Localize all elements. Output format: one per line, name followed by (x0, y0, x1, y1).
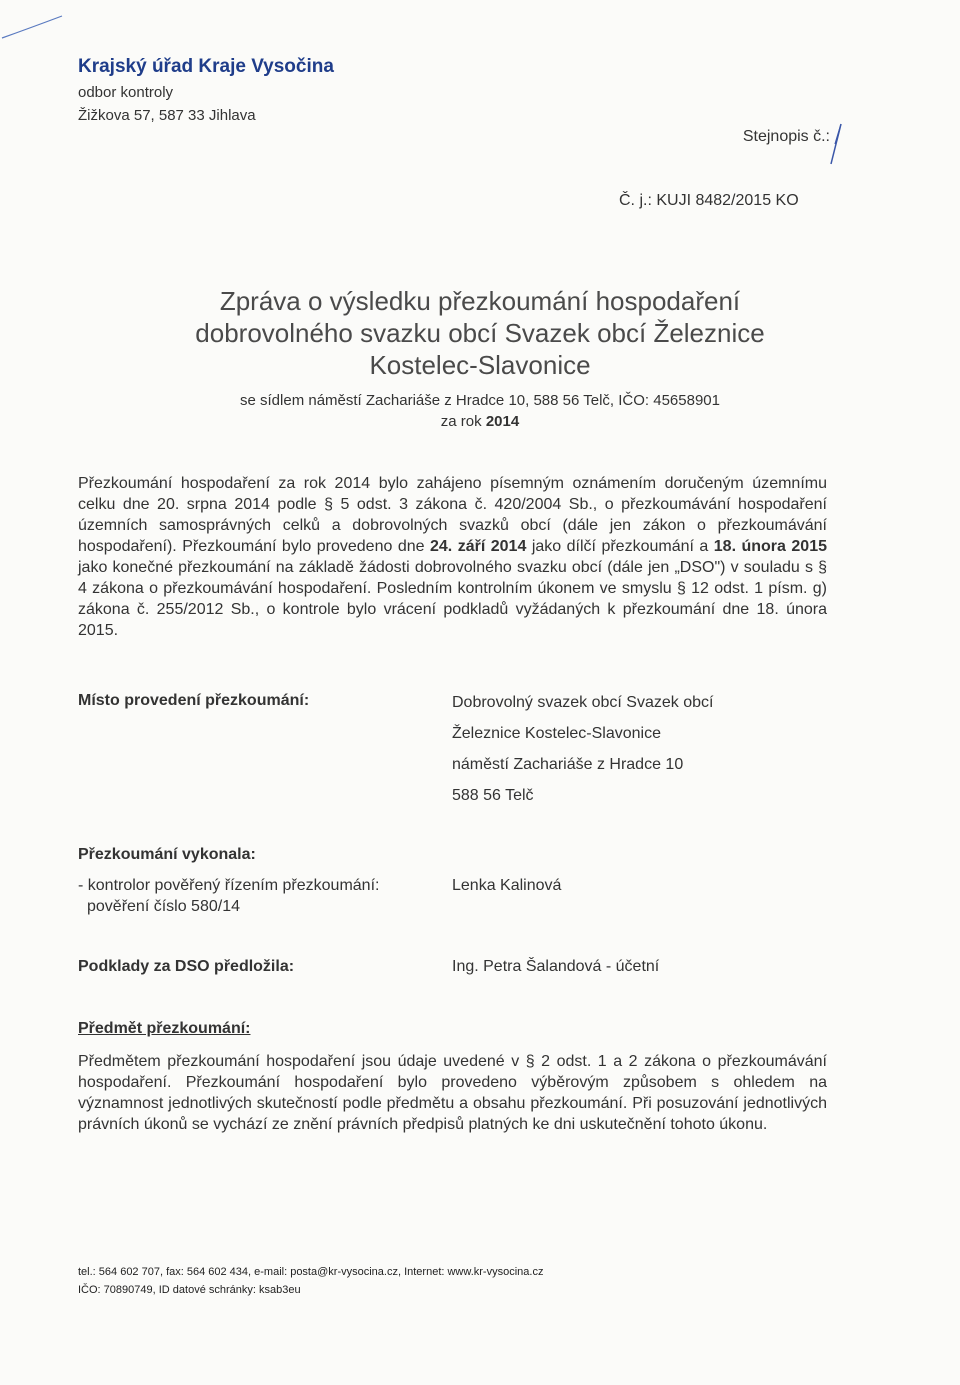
handwritten-copy-number (825, 120, 845, 170)
seat-line: se sídlem náměstí Zachariáše z Hradce 10, 588 56 Telč, IČO: 45658901 (240, 392, 720, 409)
letterhead (78, 56, 334, 130)
documents-label: Podklady za DSO předložila: (78, 958, 295, 975)
intro-text-2: jako dílčí přezkoumání a (531, 538, 709, 555)
footer-line-2: IČO: 70890749, ID datové schránky: ksab3eu (78, 1284, 301, 1296)
intro-date-2: 18. února 2015 (713, 538, 827, 555)
place-value (452, 692, 713, 816)
org-name: Krajský úřad Kraje Vysočina (78, 56, 334, 77)
intro-text-1: Přezkoumání hospodaření za rok 2014 bylo zahájeno písemným oznámením doručeným územnímu celku dne 20. srpna 2014 podle § 5 odst. 3 zákona č. 420/2004 Sb., o přezkoumávání hospodaření územních samosprávných celků a dobrovolných svazků obcí (dále jen zákon o přezkoumávání hospodaření). Přezkoumání bylo provedeno dne (78, 475, 827, 555)
place-line-1: Dobrovolný svazek obcí Svazek obcí (452, 694, 714, 711)
title-line-3: Kostelec-Slavonice (369, 350, 591, 380)
year-value: 2014 (485, 413, 520, 430)
org-address: Žižkova 57, 587 33 Jihlava (78, 107, 256, 124)
pen-stroke-mark (0, 0, 80, 50)
performed-label: Přezkoumání vykonala: (78, 846, 256, 863)
place-label: Místo provedení přezkoumání: (78, 692, 310, 709)
intro-text-3: jako konečné přezkoumání na základě žádosti dobrovolného svazku obcí (dále jen „DSO") v souladu s § 4 zákona o přezkoumávání hospodaření. Posledním kontrolním úkonem ve smyslu § 12 odst. 1 písm. g) zákona č. 255/2012 Sb., o kontrole bylo vrácení podkladů vyžádaných k přezkoumání dne 18. února 2015. (78, 559, 827, 639)
reference-number: Č. j.: KUJI 8482/2015 KO (619, 192, 799, 209)
performed-name: Lenka Kalinová (452, 877, 562, 894)
place-line-3: náměstí Zachariáše z Hradce 10 (452, 756, 684, 773)
subject-paragraph: Předmětem přezkoumání hospodaření jsou údaje uvedené v § 2 odst. 1 a 2 zákona o přezkoumávání hospodaření. Přezkoumání hospodaření bylo provedeno výběrovým způsobem s ohledem na významnost jednotlivých skutečností podle předmětu a obsahu přezkoumání. Při posuzování jednotlivých právních úkonů se vychází ze znění právních předpisů platných ke dni uskutečnění tohoto úkonu. (78, 1053, 827, 1133)
copy-number-label: Stejnopis č.: (742, 128, 830, 145)
title-line-1: Zpráva o výsledku přezkoumání hospodaření (219, 286, 741, 316)
performed-role-line-2: pověření číslo 580/14 (87, 898, 240, 915)
report-title (0, 285, 960, 430)
intro-paragraph (78, 473, 827, 641)
intro-date-1: 24. září 2014 (430, 538, 527, 555)
year-prefix: za rok (440, 413, 482, 430)
place-line-2: Železnice Kostelec-Slavonice (452, 725, 661, 742)
subject-heading: Předmět přezkoumání: (78, 1020, 251, 1037)
title-line-2: dobrovolného svazku obcí Svazek obcí Železnice (195, 318, 765, 348)
documents-name: Ing. Petra Šalandová - účetní (452, 958, 660, 975)
department: odbor kontroly (78, 84, 174, 101)
place-line-4: 588 56 Telč (452, 787, 534, 804)
footer-line-1: tel.: 564 602 707, fax: 564 602 434, e-mail: posta@kr-vysocina.cz, Internet: www.kr-vysocina.cz (78, 1266, 544, 1278)
year-line (0, 413, 960, 430)
performed-role-line-1: - kontrolor pověřený řízením přezkoumání: (78, 877, 380, 894)
footer-contact (78, 1263, 543, 1299)
